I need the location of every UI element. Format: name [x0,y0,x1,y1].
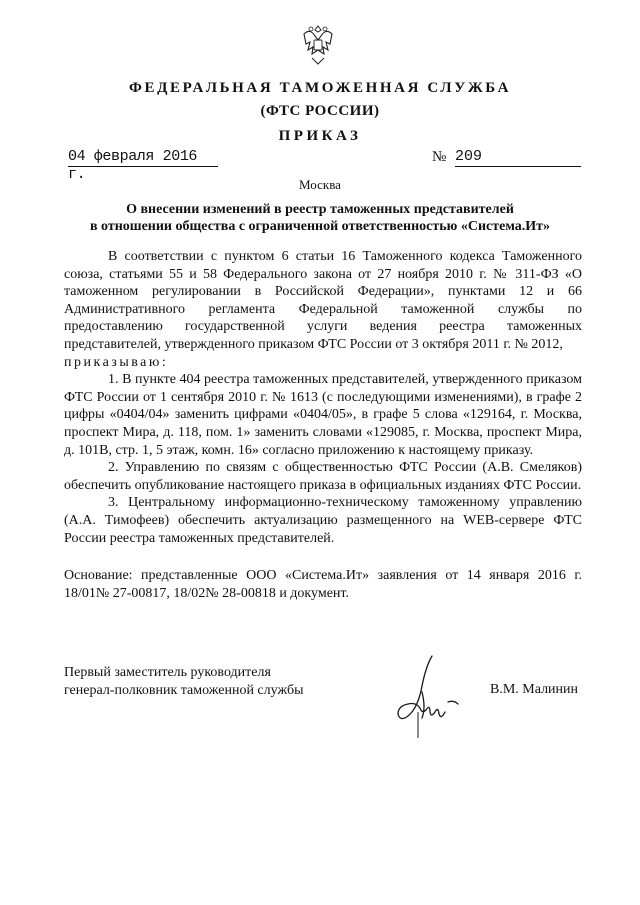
agency-name: ФЕДЕРАЛЬНАЯ ТАМОЖЕННАЯ СЛУЖБА [128,80,512,96]
order-body [64,248,582,602]
signatory-name: В.М. Малинин [490,682,579,697]
order-word: приказываю: [64,354,169,370]
basis-paragraph: Основание: представленные ООО «Система.Ит» заявления от 14 января 2016 г. 18/01№ 27-00817, 18/02№ 28-00818 и документ. [64,568,582,601]
agency-abbreviation: (ФТС РОССИИ) [260,103,380,119]
coat-of-arms-icon [298,20,338,68]
signatory-position-line1: Первый заместитель руководителя [64,665,271,680]
order-number: 209 [455,148,581,167]
signatory-position [64,664,303,699]
document-type: ПРИКАЗ [278,128,362,144]
order-item-3: 3. Центральному информационно-техническому таможенному управлению (А.А. Тимофеев) обеспечить актуализацию размещенного на WEB-сервере ФТС России реестра таможенных представителей. [64,495,582,546]
order-title [60,201,580,235]
order-item-1: 1. В пункте 404 реестра таможенных представителей, утвержденного приказом ФТС России от 1 сентября 2010 г. № 1613 (с последующими изменениями), в графе 2 цифры «0404/04» заменить цифрами «0404/05», в графе 5 слова «129164, г. Москва, проспект Мира, д. 118, пом. 1» заменить словами «129085, г. Москва, проспект Мира, д. 101В, стр. 1, 5 этаж, комн. 16» согласно приложению к настоящему приказу. [64,372,582,458]
preamble-paragraph: В соответствии с пунктом 6 статьи 16 Таможенного кодекса Таможенного союза, статьями 55 и 58 Федерального закона от 27 ноября 2010 г. № 311-ФЗ «О таможенном регулировании в Российской Федерации», пунктами 12 и 66 Административного регламента Федеральной таможенной службы по предоставлению государственной услуги ведения реестра таможенных представителей, утвержденного приказом ФТС России от 3 октября 2011 г. № 2012, [64,249,582,352]
signatory-position-line2: генерал-полковник таможенной службы [64,682,304,698]
handwritten-signature [388,652,468,742]
order-number-label: № [432,149,447,165]
order-title-line2: в отношении общества с ограниченной ответственностью «Система.Ит» [89,219,551,234]
order-title-line1: О внесении изменений в реестр таможенных представителей [126,202,514,217]
order-date: 04 февраля 2016 г. [68,148,218,167]
city: Москва [299,177,341,192]
order-item-2: 2. Управлению по связям с общественностью ФТС России (А.В. Смеляков) обеспечить опубликование настоящего приказа в официальных изданиях ФТС России. [64,460,582,493]
